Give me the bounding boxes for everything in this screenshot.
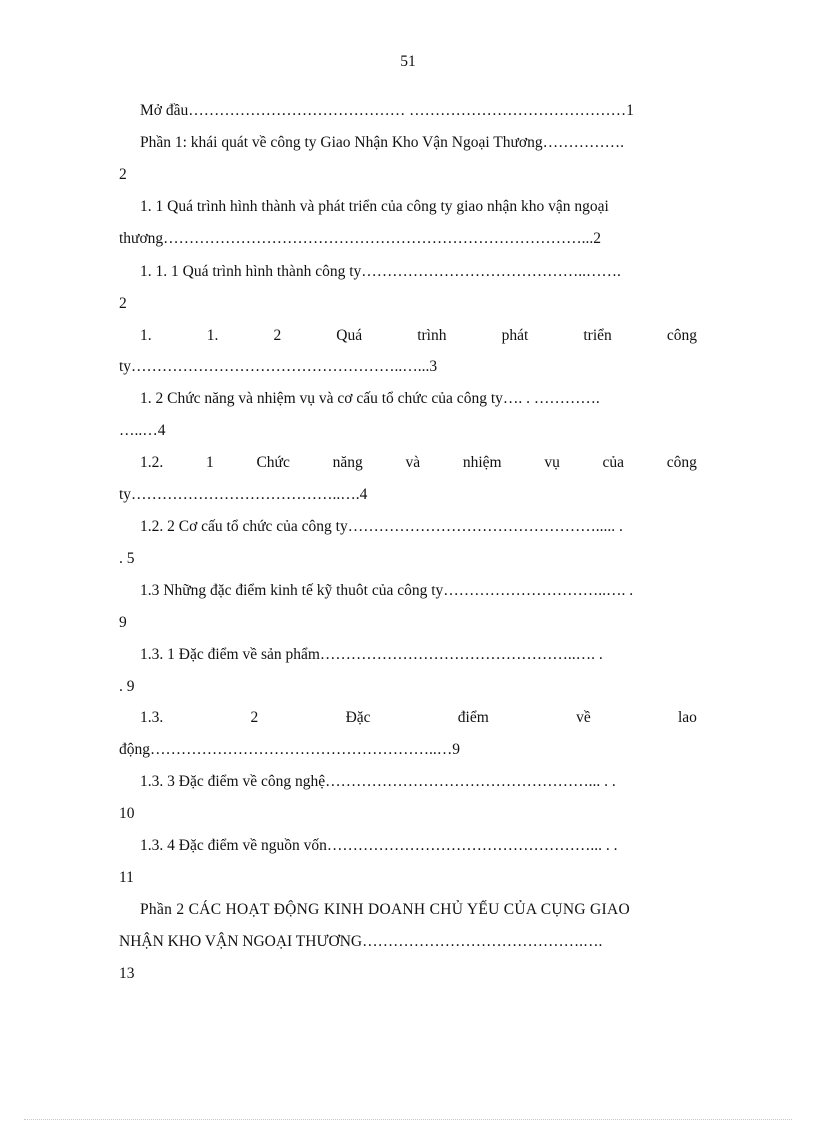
toc-word: 1	[205, 454, 214, 471]
toc-entry: 1.2. 2 Cơ cấu tổ chức của công ty…………………………………………..... .	[140, 518, 623, 535]
toc-word: điểm	[457, 709, 489, 726]
toc-entry: ty……………………………………………..…...3	[119, 358, 438, 375]
toc-word: 1.	[140, 327, 152, 344]
toc-entry: thương………………………………………………………………………...2	[119, 230, 602, 247]
toc-entry: 1.3. 4 Đặc điểm về nguồn vốn……………………………………………... . .	[140, 837, 618, 854]
page-bottom-rule	[24, 1119, 792, 1120]
toc-entry: ty…………………………………..….4	[119, 486, 368, 503]
toc-entry: 1.3. 3 Đặc điểm về công nghệ……………………………………………... . .	[140, 773, 616, 790]
toc-entry: 1.3 Những đặc điểm kinh tế kỹ thuôt của công ty…………………………..…. .	[140, 582, 634, 599]
toc-word: năng	[332, 454, 363, 471]
toc-word: công	[666, 454, 697, 471]
toc-word: 2	[273, 327, 282, 344]
toc-word: trình	[417, 327, 447, 344]
toc-page-ref: . 5	[119, 550, 135, 567]
toc-page-ref: …..…4	[119, 422, 166, 439]
toc-word: và	[405, 454, 421, 471]
toc-word: 2	[250, 709, 259, 726]
toc-entry: Phần 1: khái quát về công ty Giao Nhận Kho Vận Ngoại Thương…………….	[140, 134, 624, 151]
toc-entry-justified	[119, 708, 697, 728]
toc-entry: 1. 2 Chức năng và nhiệm vụ và cơ cấu tổ chức của công ty…. . ………….	[140, 390, 600, 407]
toc-word: phát	[501, 327, 529, 344]
toc-word: Chức	[256, 454, 290, 471]
toc-word: 1.	[206, 327, 219, 344]
toc-entry-justified	[119, 326, 697, 346]
toc-word: nhiệm	[462, 454, 502, 471]
toc-entry-justified	[119, 453, 697, 473]
toc-word: triển	[583, 327, 612, 344]
toc-page-ref: 2	[119, 295, 127, 312]
toc-word: của	[602, 454, 625, 471]
toc-word: lao	[678, 709, 697, 726]
toc-page-ref: 10	[119, 805, 135, 822]
toc-word: 1.3.	[140, 709, 164, 726]
toc-entry: động………………………………………………..…9	[119, 741, 460, 758]
toc-entry: 1.3. 1 Đặc điểm về sản phẩm…………………………………………..…. .	[140, 646, 603, 663]
toc-word: 1.2.	[140, 454, 164, 471]
toc-entry: Mở đầu…………………………………… ……………………………………1	[140, 102, 634, 119]
toc-word: về	[576, 709, 591, 726]
toc-entry: 1. 1 Quá trình hình thành và phát triển của công ty giao nhận kho vận ngoại	[140, 198, 609, 215]
toc-page-ref: . 9	[119, 678, 135, 695]
toc-section-heading: Phần 2 CÁC HOẠT ĐỘNG KINH DOANH CHỦ YẾU CỦA CỤNG GIAO	[140, 901, 630, 918]
toc-word: vụ	[544, 454, 560, 471]
toc-page-ref: 2	[119, 166, 127, 183]
toc-page-ref: 13	[119, 965, 135, 982]
toc-page-ref: 11	[119, 869, 134, 886]
toc-entry: 1. 1. 1 Quá trình hình thành công ty……………………………………..…….	[140, 263, 621, 280]
page-number: 51	[400, 53, 416, 70]
toc-section-heading: NHẬN KHO VẬN NGOẠI THƯƠNG…………………………………….….	[119, 933, 603, 950]
toc-word: công	[666, 327, 697, 344]
toc-word: Đặc	[345, 709, 371, 726]
toc-page-ref: 9	[119, 614, 127, 631]
toc-word: Quá	[336, 327, 363, 344]
